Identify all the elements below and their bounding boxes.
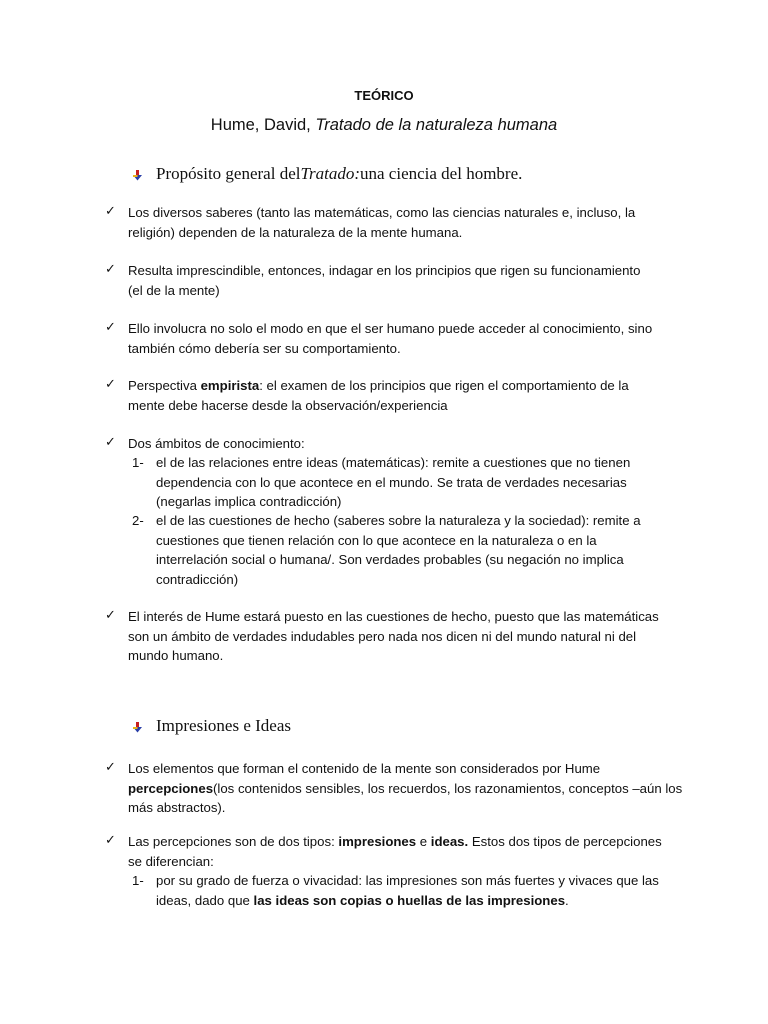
text-run: ideas, dado que (156, 892, 254, 908)
text-run: . (565, 892, 569, 908)
check-icon: ✓ (105, 262, 116, 277)
list-item-line: mente debe hacerse desde la observación/experiencia (128, 397, 448, 413)
list-item-line: religión) dependen de la naturaleza de la mente humana. (128, 224, 463, 240)
list-item-line: (negarlas implica contradicción) (156, 494, 342, 509)
section-heading-post: una ciencia del hombre. (360, 164, 523, 183)
numbered-item (156, 511, 716, 589)
list-number: 1- (132, 873, 144, 888)
list-item (128, 434, 718, 454)
list-item-line: el de las relaciones entre ideas (matemáticas): remite a cuestiones que no tienen (156, 455, 631, 470)
bold-term-percepciones: percepciones (128, 780, 214, 796)
subtitle-work: Tratado de la naturaleza humana (315, 116, 558, 134)
list-item-line: más abstractos). (128, 800, 226, 815)
colored-arrow-bullet-icon (132, 722, 143, 733)
check-icon: ✓ (105, 320, 116, 335)
bold-term-impresiones: impresiones (338, 834, 417, 849)
text-run: Estos dos tipos de percepciones (468, 834, 662, 849)
list-item-line: interrelación social o humana/. Son verdades probables (su negación no implica (156, 552, 624, 567)
list-item (128, 319, 718, 358)
list-item (128, 261, 718, 300)
list-item (128, 203, 718, 242)
list-item-line: Los diversos saberes (tanto las matemáticas, como las ciencias naturales e, incluso, la (128, 205, 636, 220)
section-heading-impresiones (132, 716, 291, 736)
list-item-line: contradicción) (156, 571, 239, 587)
list-item-line: Resulta imprescindible, entonces, indagar en los principios que rigen su funcionamiento (128, 263, 641, 278)
list-item-line (128, 376, 718, 396)
text-run: (los contenidos sensibles, los recuerdos, los razonamientos, conceptos –aún los (213, 780, 683, 796)
section-heading-italic: Tratado: (300, 164, 360, 183)
document-subtitle (0, 116, 768, 135)
check-icon: ✓ (105, 204, 116, 219)
section-heading-title: Impresiones e Ideas (156, 716, 292, 735)
list-item-line: dependencia con lo que acontece en el mundo. Se trata de verdades necesarias (156, 474, 627, 490)
list-item (128, 832, 718, 871)
list-item-line: Los elementos que forman el contenido de la mente son considerados por Hume (128, 761, 601, 776)
numbered-item (156, 871, 716, 910)
list-item-line: por su grado de fuerza o vivacidad: las impresiones son más fuertes y vivaces que las (156, 873, 659, 888)
list-item (128, 607, 718, 666)
list-item (128, 759, 718, 818)
subtitle-author: Hume, David, (210, 116, 316, 134)
check-icon: ✓ (105, 833, 116, 848)
list-item-line: Dos ámbitos de conocimiento: (128, 436, 305, 451)
bold-term-empirista: empirista (200, 378, 260, 393)
text-run: : el examen de los principios que rigen el comportamiento de la (259, 378, 629, 393)
check-icon: ✓ (105, 760, 116, 775)
list-item-line: Ello involucra no solo el modo en que el ser humano puede acceder al conocimiento, sino (128, 321, 653, 336)
list-number: 1- (132, 455, 144, 470)
list-item-line: El interés de Hume estará puesto en las cuestiones de hecho, puesto que las matemáticas (128, 609, 659, 624)
numbered-item (156, 453, 716, 512)
check-icon: ✓ (105, 435, 116, 450)
list-item-line: el de las cuestiones de hecho (saberes sobre la naturaleza y la sociedad): remite a (156, 513, 641, 528)
document-title: TEÓRICO (354, 88, 414, 103)
section-heading-pre: Propósito general del (156, 164, 301, 183)
list-number: 2- (132, 513, 144, 528)
list-item (128, 376, 718, 415)
list-item-line: mundo humano. (128, 648, 224, 663)
list-item-line: también cómo debería ser su comportamiento. (128, 340, 401, 356)
list-item-line: son un ámbito de verdades indudables pero nada nos dicen ni del mundo natural ni del (128, 628, 637, 644)
bold-phrase-copias: las ideas son copias o huellas de las impresiones (253, 892, 566, 908)
list-item-line (156, 891, 716, 911)
check-icon: ✓ (105, 377, 116, 392)
list-item-line (128, 779, 718, 799)
bold-term-ideas: ideas. (430, 834, 469, 849)
section-heading-proposito (132, 164, 522, 184)
check-icon: ✓ (105, 608, 116, 623)
colored-arrow-bullet-icon (132, 170, 143, 181)
list-item-line: se diferencian: (128, 853, 214, 869)
text-run: Perspectiva (128, 378, 201, 393)
text-run: Las percepciones son de dos tipos: (128, 834, 339, 849)
text-run: e (416, 834, 431, 849)
list-item-line (128, 832, 718, 852)
list-item-line: cuestiones que tienen relación con lo que acontece en la naturaleza o en la (156, 532, 597, 548)
list-item-line: (el de la mente) (128, 282, 220, 298)
